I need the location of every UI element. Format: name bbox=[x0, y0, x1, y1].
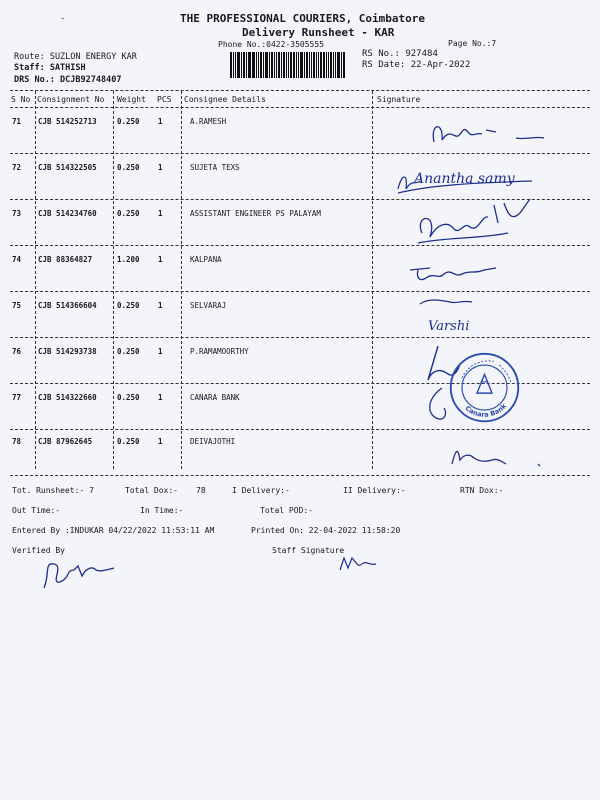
verified-by-label: Verified By bbox=[12, 546, 65, 555]
barcode-bar bbox=[233, 52, 234, 78]
cell-sno: 77 bbox=[12, 393, 22, 402]
cell-pcs: 1 bbox=[158, 117, 163, 126]
barcode-bar bbox=[252, 52, 255, 78]
cell-pcs: 1 bbox=[158, 347, 163, 356]
cell-consignment: CJB 88364827 bbox=[38, 255, 93, 264]
barcode-bar bbox=[330, 52, 332, 78]
barcode-bar bbox=[265, 52, 268, 78]
barcode-bar bbox=[274, 52, 275, 78]
barcode-bar bbox=[269, 52, 270, 78]
barcode-bar bbox=[288, 52, 289, 78]
i-delivery: I Delivery:- bbox=[232, 486, 290, 495]
barcode-bar bbox=[316, 52, 317, 78]
signature-row-73 bbox=[408, 193, 538, 251]
barcode-bar bbox=[326, 52, 327, 78]
cell-consignee: ASSISTANT ENGINEER PS PALAYAM bbox=[190, 209, 321, 218]
cell-consignment: CJB 514366604 bbox=[38, 301, 97, 310]
out-time: Out Time:- bbox=[12, 506, 61, 515]
cell-weight: 0.250 bbox=[117, 347, 140, 356]
barcode-bar bbox=[309, 52, 310, 78]
cell-weight: 0.250 bbox=[117, 437, 140, 446]
barcode-bar bbox=[246, 52, 247, 78]
page-number: Page No.:7 bbox=[448, 39, 497, 48]
barcode-bar bbox=[343, 52, 345, 78]
cell-pcs: 1 bbox=[158, 255, 163, 264]
phone-number: Phone No.:0422-3505555 bbox=[218, 40, 324, 49]
cell-sno: 74 bbox=[12, 255, 22, 264]
col-header-consignment: Consignment No bbox=[37, 95, 105, 104]
barcode-bar bbox=[328, 52, 329, 78]
row-divider bbox=[10, 429, 590, 430]
barcode-bar bbox=[230, 52, 232, 78]
cell-sno: 71 bbox=[12, 117, 22, 126]
barcode-bar bbox=[263, 52, 264, 78]
barcode-bar bbox=[286, 52, 287, 78]
signature-row-75 bbox=[400, 296, 510, 336]
barcode-bar bbox=[243, 52, 245, 78]
signature-name-72: Anantha samy bbox=[414, 171, 515, 187]
barcode-bar bbox=[311, 52, 312, 78]
table-header-rule bbox=[10, 107, 590, 108]
barcode-bar bbox=[318, 52, 319, 78]
barcode-bar bbox=[298, 52, 299, 78]
barcode-bar bbox=[296, 52, 297, 78]
total-dox-label: Total Dox:- bbox=[125, 486, 178, 495]
col-header-consignee: Consignee Details bbox=[184, 95, 266, 104]
col-header-pcs: PCS bbox=[157, 95, 172, 104]
row-divider bbox=[10, 291, 590, 292]
drs-number: DRS No.: DCJB92748407 bbox=[14, 75, 122, 85]
row-divider bbox=[10, 337, 590, 338]
cell-consignment: CJB 514322660 bbox=[38, 393, 97, 402]
rs-number: RS No.: 927484 bbox=[362, 49, 438, 59]
barcode-bar bbox=[278, 52, 280, 78]
column-divider bbox=[113, 91, 114, 469]
cell-consignee: P.RAMAMOORTHY bbox=[190, 347, 249, 356]
cell-weight: 0.250 bbox=[117, 209, 140, 218]
col-header-signature: Signature bbox=[377, 95, 421, 104]
barcode-bar bbox=[258, 52, 259, 78]
cell-consignment: CJB 514234760 bbox=[38, 209, 97, 218]
barcode-bar bbox=[271, 52, 273, 78]
cell-pcs: 1 bbox=[158, 437, 163, 446]
staff-label: Staff: SATHISH bbox=[14, 63, 86, 73]
column-divider bbox=[35, 91, 36, 469]
barcode-bar bbox=[313, 52, 315, 78]
barcode-bar bbox=[235, 52, 236, 78]
barcode-bar bbox=[283, 52, 286, 78]
barcode-bar bbox=[290, 52, 292, 78]
barcode-bar bbox=[260, 52, 262, 78]
cell-sno: 76 bbox=[12, 347, 22, 356]
barcode-bar bbox=[323, 52, 325, 78]
staff-signature bbox=[334, 552, 384, 576]
barcode-bar bbox=[341, 52, 342, 78]
barcode-bar bbox=[248, 52, 249, 78]
column-divider bbox=[372, 91, 373, 469]
cell-pcs: 1 bbox=[158, 163, 163, 172]
cell-sno: 73 bbox=[12, 209, 22, 218]
cell-weight: 1.200 bbox=[117, 255, 140, 264]
cell-consignment: CJB 514322505 bbox=[38, 163, 97, 172]
barcode-bar bbox=[281, 52, 282, 78]
cell-sno: 78 bbox=[12, 437, 22, 446]
table-bottom-rule bbox=[10, 475, 590, 476]
document-title: Delivery Runsheet - KAR bbox=[242, 26, 395, 39]
barcode-bar bbox=[335, 52, 336, 78]
signature-row-78 bbox=[446, 440, 556, 474]
barcode-bar bbox=[300, 52, 303, 78]
cell-weight: 0.250 bbox=[117, 301, 140, 310]
entered-by: Entered By :INDUKAR 04/22/2022 11:53:11 AM bbox=[12, 526, 215, 535]
col-header-weight: Weight bbox=[117, 95, 146, 104]
barcode-bar bbox=[256, 52, 257, 78]
cell-sno: 75 bbox=[12, 301, 22, 310]
signature-row-71 bbox=[420, 118, 560, 154]
cell-pcs: 1 bbox=[158, 393, 163, 402]
cell-pcs: 1 bbox=[158, 209, 163, 218]
table-top-rule bbox=[10, 90, 590, 91]
barcode-bar bbox=[306, 52, 308, 78]
cell-consignment: CJB 514252713 bbox=[38, 117, 97, 126]
cell-consignment: CJB 87962645 bbox=[38, 437, 93, 446]
stamp-text: Canara Bank bbox=[463, 402, 509, 419]
barcode-bar bbox=[293, 52, 295, 78]
barcode-bar bbox=[333, 52, 334, 78]
col-header-sno: S No bbox=[11, 95, 31, 104]
signature-name-75: Varshi bbox=[428, 319, 470, 334]
total-pod: Total POD:- bbox=[260, 506, 313, 515]
signature-row-72 bbox=[392, 163, 542, 197]
company-title: THE PROFESSIONAL COURIERS, Coimbatore bbox=[180, 12, 426, 25]
barcode-bar bbox=[237, 52, 240, 78]
cell-consignee: SELVARAJ bbox=[190, 301, 227, 310]
tot-runsheet: Tot. Runsheet:- 7 bbox=[12, 486, 94, 495]
cell-sno: 72 bbox=[12, 163, 22, 172]
barcode bbox=[230, 52, 346, 78]
barcode-bar bbox=[304, 52, 305, 78]
verified-by-signature bbox=[30, 556, 130, 592]
cell-weight: 0.250 bbox=[117, 117, 140, 126]
barcode-bar bbox=[249, 52, 251, 78]
cell-consignee: A.RAMESH bbox=[190, 117, 227, 126]
signature-row-74 bbox=[404, 258, 514, 288]
cell-consignee: SUJETA TEXS bbox=[190, 163, 240, 172]
cell-consignment: CJB 514293738 bbox=[38, 347, 97, 356]
rtn-dox: RTN Dox:- bbox=[460, 486, 504, 495]
barcode-bar bbox=[320, 52, 323, 78]
cell-consignee: KALPANA bbox=[190, 255, 222, 264]
corner-mark: ˜ bbox=[60, 18, 66, 28]
printed-on: Printed On: 22-04-2022 11:58:20 bbox=[251, 526, 401, 535]
column-divider bbox=[181, 91, 182, 469]
cell-weight: 0.250 bbox=[117, 393, 140, 402]
canara-bank-stamp bbox=[447, 350, 522, 425]
rs-date: RS Date: 22-Apr-2022 bbox=[362, 60, 471, 70]
route-label: Route: SUZLON ENERGY KAR bbox=[14, 52, 137, 62]
cell-pcs: 1 bbox=[158, 301, 163, 310]
staff-signature-label: Staff Signature bbox=[272, 546, 345, 555]
barcode-bar bbox=[241, 52, 242, 78]
total-dox-value: 78 bbox=[196, 486, 206, 495]
barcode-bar bbox=[337, 52, 340, 78]
cell-consignee: CANARA BANK bbox=[190, 393, 240, 402]
cell-weight: 0.250 bbox=[117, 163, 140, 172]
barcode-bar bbox=[276, 52, 277, 78]
in-time: In Time:- bbox=[140, 506, 184, 515]
cell-consignee: DEIVAJOTHI bbox=[190, 437, 236, 446]
ii-delivery: II Delivery:- bbox=[343, 486, 406, 495]
